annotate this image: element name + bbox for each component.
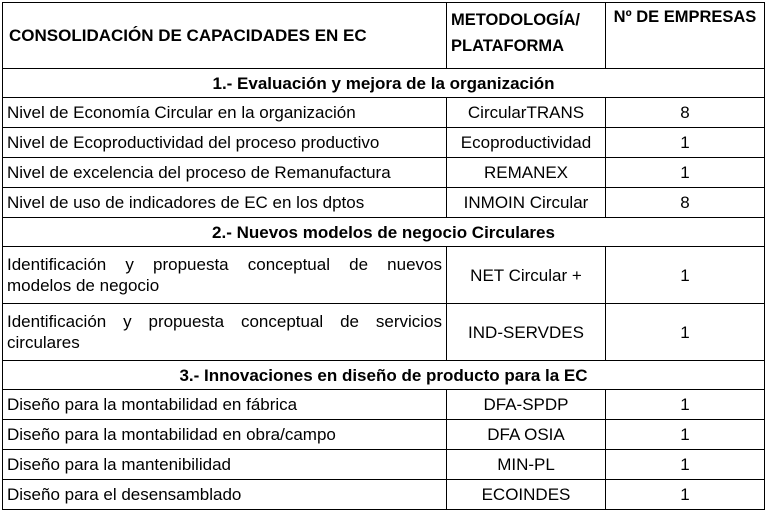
header-companies: Nº DE EMPRESAS xyxy=(606,3,765,69)
section-title: 2.- Nuevos modelos de negocio Circulares xyxy=(3,218,765,247)
header-methodology xyxy=(447,3,606,69)
capability-name-line2: circulares xyxy=(7,333,80,352)
capability-name xyxy=(3,304,447,361)
methodology-cell: MIN-PL xyxy=(447,450,606,480)
section-title: 3.- Innovaciones en diseño de producto para la EC xyxy=(3,361,765,390)
capability-name: Nivel de Ecoproductividad del proceso productivo xyxy=(3,128,447,158)
company-count: 1 xyxy=(606,390,765,420)
methodology-cell: ECOINDES xyxy=(447,480,606,510)
table-row xyxy=(3,390,765,420)
company-count: 8 xyxy=(606,98,765,128)
capability-name: Nivel de Economía Circular en la organización xyxy=(3,98,447,128)
table-row xyxy=(3,247,765,304)
capability-name: Nivel de uso de indicadores de EC en los dptos xyxy=(3,188,447,218)
section-header-row xyxy=(3,361,765,390)
methodology-cell: IND-SERVDES xyxy=(447,304,606,361)
company-count: 1 xyxy=(606,304,765,361)
header-capabilities: CONSOLIDACIÓN DE CAPACIDADES EN EC xyxy=(3,3,447,69)
company-count: 1 xyxy=(606,128,765,158)
table-row xyxy=(3,480,765,510)
capability-name-line1: Identificación y propuesta conceptual de nuevos xyxy=(7,255,442,274)
methodology-cell: Ecoproductividad xyxy=(447,128,606,158)
table-row xyxy=(3,98,765,128)
section-title: 1.- Evaluación y mejora de la organización xyxy=(3,69,765,98)
table-row xyxy=(3,188,765,218)
capabilities-table xyxy=(2,2,765,510)
capability-name: Diseño para la montabilidad en obra/campo xyxy=(3,420,447,450)
company-count: 1 xyxy=(606,450,765,480)
capability-name-line1: Identificación y propuesta conceptual de servicios xyxy=(7,312,442,331)
company-count: 8 xyxy=(606,188,765,218)
methodology-cell: DFA-SPDP xyxy=(447,390,606,420)
company-count: 1 xyxy=(606,247,765,304)
methodology-cell: CircularTRANS xyxy=(447,98,606,128)
company-count: 1 xyxy=(606,420,765,450)
table-header-row xyxy=(3,3,765,69)
methodology-cell: REMANEX xyxy=(447,158,606,188)
capability-name xyxy=(3,247,447,304)
capability-name: Diseño para el desensamblado xyxy=(3,480,447,510)
table-row xyxy=(3,420,765,450)
capability-name: Diseño para la mantenibilidad xyxy=(3,450,447,480)
methodology-cell: INMOIN Circular xyxy=(447,188,606,218)
table-row xyxy=(3,304,765,361)
header-methodology-line1: METODOLOGÍA/ xyxy=(451,11,580,29)
methodology-cell: DFA OSIA xyxy=(447,420,606,450)
section-header-row xyxy=(3,69,765,98)
section-header-row xyxy=(3,218,765,247)
table-row xyxy=(3,128,765,158)
table-row xyxy=(3,450,765,480)
table-row xyxy=(3,158,765,188)
company-count: 1 xyxy=(606,480,765,510)
methodology-cell: NET Circular + xyxy=(447,247,606,304)
company-count: 1 xyxy=(606,158,765,188)
capability-name: Diseño para la montabilidad en fábrica xyxy=(3,390,447,420)
capability-name: Nivel de excelencia del proceso de Remanufactura xyxy=(3,158,447,188)
capability-name-line2: modelos de negocio xyxy=(7,276,160,295)
header-methodology-line2: PLATAFORMA xyxy=(451,37,565,55)
